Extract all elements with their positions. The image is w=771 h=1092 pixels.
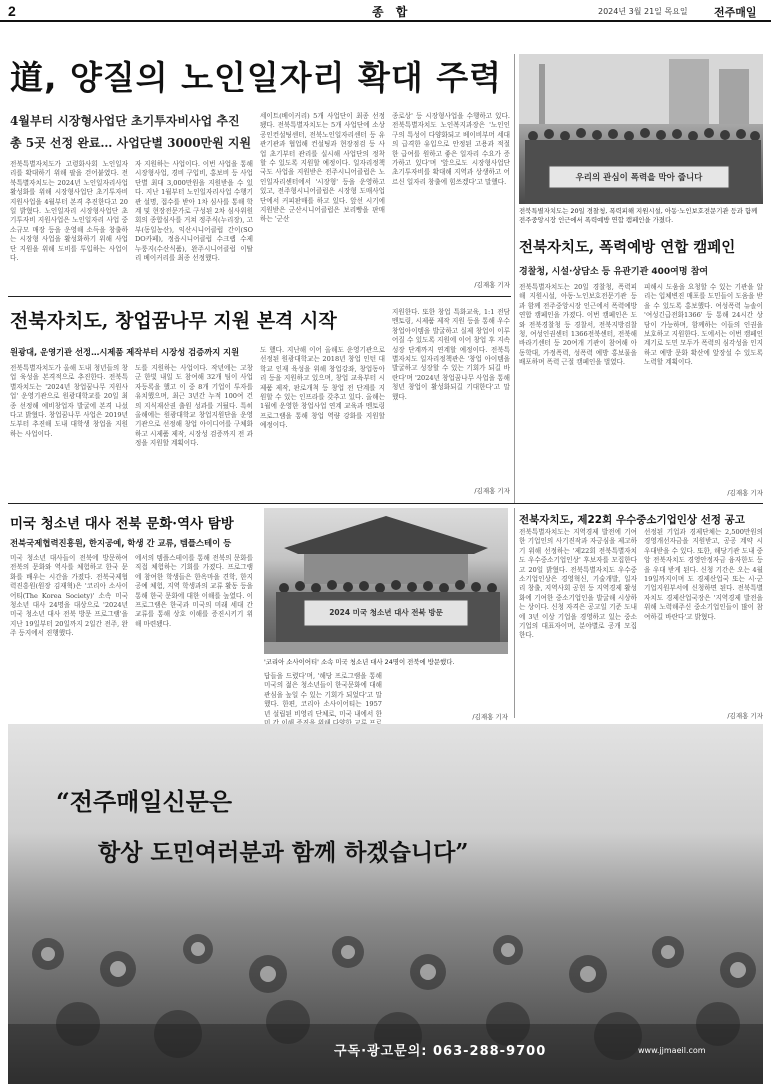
newspaper-name: 전주매일 [714, 6, 757, 19]
article2-headline: 전북자치도, 폭력예방 연합 캠페인 [519, 239, 736, 256]
article4-col3b [390, 672, 508, 708]
ad-website[interactable]: www.jjmaeil.com [638, 1046, 706, 1055]
campaign-photo [519, 54, 763, 204]
youth-ambassador-photo-art [264, 508, 508, 654]
article3-subhead: 원광대, 운영기관 선정…시제품 제작부터 시장성 검증까지 지원 [10, 347, 240, 357]
page-number: 2 [8, 3, 16, 19]
article5-headline: 전북자치도, 제22회 우수중소기업인상 선정 공고 [519, 514, 745, 526]
article5-byline: /김재홍 기자 [727, 712, 763, 720]
article3-col1: 전북특별자치도가 올해 도내 청년들의 창업 육성을 본격적으로 추진한다. 전북특별자치도는 '2024년 창업꿈나무 지원사업' 운영기관으로 원광대학교를 20일 최종 선정해 예비창업자 발굴에 본격 나섰다고 밝혔다. 창업꿈나무 사업은 2019년도부터 추진해 도내 대학생 창업을 지원하는 사업이다. [10, 364, 128, 438]
article2-byline: /김재홍 기자 [727, 489, 763, 497]
article4-col3: 답들을 드렸다'며, '해당 프로그램을 통해 미국의 젊은 청소년들이 한국문화에 대해 관심을 높일 수 있는 기회가 되었다'고 말했다. 한편, 코리아 소사이어티는 1957년 설립된 비영리 단체로, 미국 내에서 한 [264, 672, 382, 718]
article5-col1: 전북특별자치도는 지역경제 발전에 기여한 기업인의 사기진작과 자긍심을 제고하기 위해 선정하는 '제22회 전북특별자치도 우수중소기업인상' 후보자를 모집한다고 20일 밝혔다. 전북특별자치도 우수중소기업인상은 경영혁신, 기술개발, 일자리 창출, 지역사회 공헌 등 지역경제 활성화에 기여한 중소기업인을 발굴해 시상하는 상이다. 신청 자격은 공고일 기준 도내에 3년 이상 기업을 경영하고 있는 중소기업의 대표자이며, 분야별로 공개 모집한다. [519, 528, 637, 640]
ad-slogan-line1: “전주매일신문은 [56, 787, 233, 816]
lower-column-divider [514, 508, 515, 718]
article4-col2: 에서의 템플스테이를 통해 전북의 문화를 직접 체험하는 기회를 가졌다. 프로그램에 참여한 학생들은 한옥마을 견학, 한지 공예 체험, 지역 학생과의 교류 활동 등을 통해 한국 문화에 대한 이해를 높였다. 이 프로그램은 한국과 미국의 미래 세대 간 교류를 통해 상호 이해를 증진시키기 위해 마련됐다. [135, 554, 253, 628]
article3-col2: 도를 지원하는 사업이다. 작년에는 고창군 한빛 내일 도 참여해 32개 팀이 사업자등록을 했고 이 중 8개 기업이 투자를 유치했으며, 최근 3년간 누적 100여 건의 지식재산권 출원 성과를 거뒀다. 특히 올해에는 원광대학교 창업지원단을 운영기관으로 선정해 창업 아이디어를 구체화하고 시제품 제작, 시장성 검증까지 전 과정을 지원할 계획이다. [135, 364, 253, 448]
article4-headline: 미국 청소년 대사 전북 문화·역사 탐방 [10, 516, 234, 532]
campaign-banner: 우리의 관심이 폭력을 막아 줍니다 [575, 173, 703, 183]
article2-col2: 피해시 도움을 요청할 수 있는 기관을 알리는 입체변진 매포를 도민들이 도움을 받을 수 있도록 홍보했다. 여성폭력 뉴솔이 '여성긴급전화1366' 등 통해 24시간 상담이 가능하며, 함께하는 이들의 인권을 보호하고 지원한다. 도에서는 이번 캠페인 계기로 도민 모두가 폭력의 심각성을 인지하고 예방 문화 확산에 앞장설 수 있도록 노력할 계획이다. [644, 283, 763, 367]
article3-col4: 지원한다. 또한 창업 특화교육, 1:1 전담멘토링, 시제품 제작 지원 등을 통해 우수 창업아이템을 발굴하고 실제 창업이 이루어질 수 있도록 지원에 이어 창업 후 지속성장 단계까지 연계할 예정이다. 전북특별자치도 일자리정책관은 '창업 아이템을 발굴하고 성장할 수 있는 기회가 되길 바란다'며 '2024년 창업꿈나무 사업을 통해 청년 창업이 활성화되길 기대한다'고 말했다. [392, 308, 510, 401]
article1-col3: 세이트(베이커리) 5개 사업단이 최종 선정됐다. 전북특별자치도는 5개 사업단에 소상공인컨설팅센터, 전북노인일자리센터 등 유관기관과 협업해 컨설팅과 현장점검 등 사업 초기부터 관리를 실시해 사업단의 정착할 수 있도록 지원할 예정이다. 일자리정책국도 사업을 지원받은 전주시니어클럽은 노인일자리센터에서 '시장형' 등을 운영하고 있고, 전주형시니어클럽은 시장형 도매사업단에서 커피판매를 하고 있다. 앞선 시기에 지원받은 군산시니어클럽은 보리빵을 판매하는 '군산 [260, 112, 385, 224]
article1-byline: /김재홍 기자 [474, 281, 510, 289]
youth-ambassador-caption: '코리아 소사이어티' 소속 미국 청소년 대사 24명이 전북에 방문했다. [264, 658, 455, 666]
article4-col1: 미국 청소년 대사들이 전북에 방문하여 전북의 문화와 역사를 체험하고 한국 문화를 배우는 시간을 가졌다. 전북국제협력진흥원(원장 김재혁)은 '코리아 소사이어티(The Korea Society)' 소속 미국 청소년 대사 24명을 대상으로 '2024년 미국 청소년 대사 전북 방문 프로그램'을 지난 19일부터 20일까지 2일간 전주, 완주 등지에서 진행했다. [10, 554, 128, 638]
article4-subhead: 전북국제협력진흥원, 한지공예, 학생 간 교류, 템플스테이 등 [10, 538, 232, 548]
article5-col2: 선정된 기업과 경제단체는 2,500만원의 경영개선자금을 지원받고, 공공 계약 시 우대받을 수 있다. 또한, 해당기관 도내 중앙 전북자치도 경영안정자금 융자한도 등을 우대 받게 된다. 신청 기간은 오는 4월 19일까지이며 도 경제산업국 또는 시·군 기업지원부서에 신청하면 된다. 전북특별자치도 경제산업국장은 '지역경제 발전을 위해 노력해주신 중소기업인들이 많이 참여하길 바란다'고 밝혔다. [644, 528, 763, 621]
article2-col1: 전북특별자치도는 20일 경찰청, 폭력피해 지원시설, 아동·노인보호전문기관 등과 함께 전주중앙시장 인근에서 폭력예방 연합 캠페인을 가졌다. 이번 캠페인은 도와 전북경찰청 등 경찰서, 전북지방검찰청, 여성인권센터 1366전북센터, 전북해바라기센터 등 20여개 기관이 참여해 아동학대, 가정폭력, 성폭력 예방 홍보물을 배포하며 폭력 근절 캠페인을 벌였다. [519, 283, 637, 367]
article3-byline: /김재홍 기자 [474, 487, 510, 495]
issue-date: 2024년 3월 21일 목요일 [598, 7, 688, 16]
middle-divider [8, 503, 763, 504]
ad-contact-phone: 구독·광고문의: 063-288-9700 [334, 1044, 547, 1059]
article4-byline: /김재홍 기자 [472, 713, 508, 721]
campaign-photo-caption: 전북특별자치도는 20일 경찰청, 폭력피해 지원시설, 아동·노인보호전문기관 등과 함께 전주중앙시장 인근에서 폭력예방 연합 캠페인을 가졌다. [519, 207, 758, 224]
article1-subhead2: 총 5곳 선정 완료… 사업단별 3000만원 지원 [10, 136, 252, 150]
youth-ambassador-photo [264, 508, 508, 654]
article1-col4: 종로상' 등 시장형사업을 수행하고 있다. 전북특별자치도 노인복지과장은 '노인인구의 특성이 다양화되고 베이비부머 세대의 급격한 유입으로 안정된 고용과 적절한 급여를 원하고 좋은 일자리 수요가 증가하고 있다'며 '앞으로도 시장형사업단 초기투자비를 확대해 지역과 상생하고 어르신 일자리 창출에 힘쓰겠다'고 말했다. [392, 112, 510, 186]
article1-col2: 자 지원하는 사업이다. 이번 사업을 통해 시장형사업, 경비 구입비, 홍보비 등 사업단별 최대 3,000만원을 지원받을 수 있다. 지난 1월부터 노인일자리사업 수행기관 설명, 접수를 받아 1차 심사를 통해 학계 및 현장전문가로 구성된 2차 심사위원회의 종합심사를 거쳐 정주식(누리장), 고부(동일농산), 익산시니어클럽 간이(SODO카페), 정읍시니어클럽 수크랩 수제 누룽지(수산식품), 완주시니어클럽 이탈리 베이커리를 최종 선정했다. [135, 160, 253, 263]
article1-divider [8, 296, 511, 297]
youth-ambassador-banner: 2024 미국 청소년 대사 전북 방문 [329, 608, 443, 617]
section-title: 종 합 [372, 5, 412, 19]
sunflower-field-art [8, 724, 763, 1084]
header-rule [0, 20, 771, 22]
article3-headline: 전북자치도, 창업꿈나무 지원 본격 시작 [10, 310, 337, 332]
newspaper-advertisement [8, 724, 763, 1084]
ad-slogan-line2: 항상 도민여러분과 함께 하겠습니다” [98, 839, 469, 866]
article1-headline: 道, 양질의 노인일자리 확대 주력 [10, 58, 503, 97]
article1-subhead1: 4월부터 시장형사업단 초기투자비사업 추진 [10, 114, 240, 128]
article2-subhead: 경찰청, 시설·상담소 등 유관기관 400여명 참여 [519, 267, 709, 277]
right-column-divider [514, 54, 515, 504]
article3-col3: 도 했다. 지난해 이어 올해도 운영기관으로 선정된 원광대학교는 2018년 창업 인턴 대학교 인재 육성을 위해 창업강좌, 창업동아리 등을 지원하고 있으며, 창업 교육부터 시제품 제작, 판로개척 등 창업 전 단계를 지원할 수 있는 인프라를 갖추고 있다. 올해는 1월에 운영한 창업사업 연계 교육과 멘토링 프로그램을 통해 창업 역량 강화를 지원할 예정이다. [260, 346, 385, 430]
article1-col1: 전북특별자치도가 고령화사회 노인일자리를 확대하기 위해 팔을 걷어붙였다. 전북특별자치도는 2024년 노인일자리사업 활성화를 위해 시장형사업단 초기투자비 지원사업을 4월부터 본격 추진한다고 20일 밝혔다. 노인일자리 시장형사업단 초기투자비 지원사업은 노인일자리 사업 중 소규모 매장 등을 운영해 소득을 창출하는 시장형 사업을 활성화하기 위해 사업단 지원을 위해 도비를 투입하는 사업이다. [10, 160, 128, 263]
